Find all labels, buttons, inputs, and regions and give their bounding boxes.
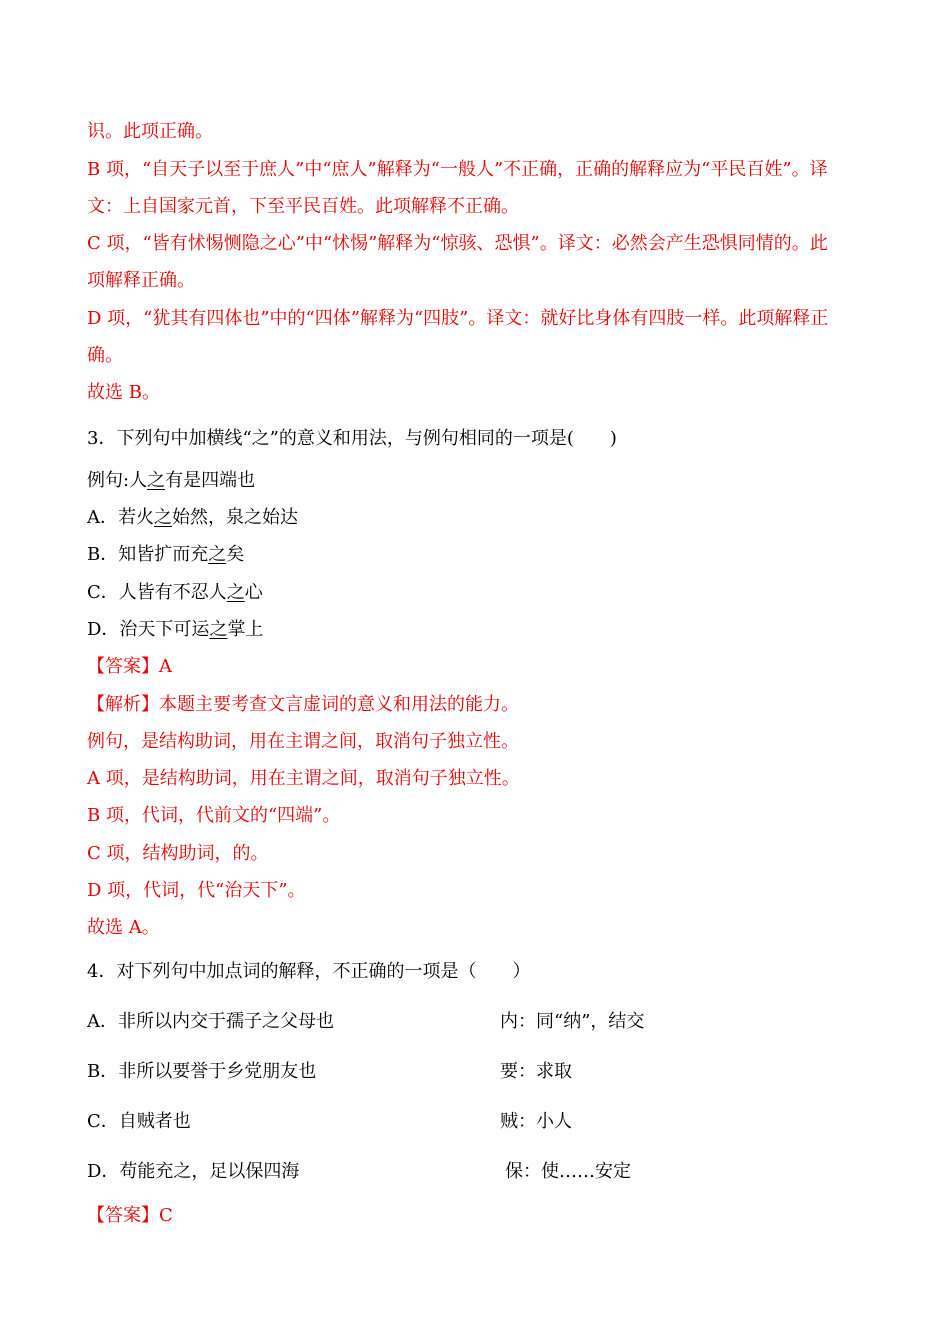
question-3-option-b [87, 543, 244, 567]
option-text: 掌上 [227, 619, 264, 640]
underlined-word: 之 [147, 470, 166, 491]
option-text: 矣 [226, 544, 245, 565]
explanation-line: 项解释正确。 [87, 270, 195, 291]
option-text: D．治天下可运 [87, 619, 210, 640]
explanation-line: C 项，“皆有怵惕恻隐之心”中“怵惕”解释为“惊骇、恐惧”。译文：必然会产生恐惧同情的。此 [87, 233, 828, 254]
analysis-line: C 项，结构助词，的。 [87, 843, 269, 864]
question-4-option-a: A．非所以内交于孺子之父母也 [87, 1011, 334, 1032]
question-4-answer: 【答案】C [87, 1205, 173, 1226]
question-4-option-c-gloss: 贼：小人 [500, 1111, 572, 1132]
option-text: B．知皆扩而充 [87, 544, 209, 565]
question-4-option-d: D．苟能充之，足以保四海 [87, 1161, 300, 1182]
option-text: 始然，泉之始达 [172, 507, 298, 528]
example-text: 例句:人 [87, 470, 148, 491]
question-4-option-a-gloss: 内：同“纳”，结交 [500, 1011, 645, 1032]
question-4-stem: 4．对下列句中加点词的解释，不正确的一项是（ ） [87, 961, 531, 982]
question-3-stem: 3．下列句中加横线“之”的意义和用法，与例句相同的一项是( ) [87, 428, 617, 449]
question-4-option-c: C．自贼者也 [87, 1111, 191, 1132]
option-text: A．若火 [87, 507, 154, 528]
analysis-line: 例句，是结构助词，用在主谓之间，取消句子独立性。 [87, 731, 519, 752]
analysis-line: D 项，代词，代“治天下”。 [87, 880, 306, 901]
analysis-line: B 项，代词，代前文的“四端”。 [87, 805, 341, 826]
question-4-option-b: B．非所以要誉于乡党朋友也 [87, 1061, 317, 1082]
explanation-line: 文：上自国家元首，下至平民百姓。此项解释不正确。 [87, 196, 519, 217]
underlined-word: 之 [208, 544, 227, 565]
question-3-analysis-title: 【解析】本题主要考查文言虚词的意义和用法的能力。 [87, 694, 519, 715]
question-4-option-d-gloss: 保：使……安定 [505, 1161, 631, 1182]
underlined-word: 之 [154, 507, 172, 528]
question-3-option-a [87, 506, 298, 530]
answer-choice: 故选 A。 [87, 917, 160, 938]
question-3-answer: 【答案】A [87, 656, 172, 677]
example-text: 有是四端也 [165, 470, 256, 491]
answer-choice: 故选 B。 [87, 382, 160, 403]
explanation-line: 识。此项正确。 [87, 121, 213, 142]
explanation-line: B 项，“自天子以至于庶人”中“庶人”解释为“一般人”不正确，正确的解释应为“平民百姓”。译 [87, 159, 828, 180]
underlined-word: 之 [226, 582, 245, 603]
underlined-word: 之 [209, 619, 228, 640]
question-3-example [87, 469, 255, 493]
question-3-option-c [87, 581, 263, 605]
question-4-option-b-gloss: 要：求取 [500, 1061, 572, 1082]
analysis-line: A 项，是结构助词，用在主谓之间，取消句子独立性。 [87, 768, 520, 789]
option-text: 心 [244, 582, 263, 603]
option-text: C．人皆有不忍人 [87, 582, 227, 603]
question-3-option-d [87, 618, 263, 642]
explanation-line: D 项，“犹其有四体也”中的“四体”解释为“四肢”。译文：就好比身体有四肢一样。此项解释正 [87, 308, 829, 329]
explanation-line: 确。 [87, 345, 123, 366]
